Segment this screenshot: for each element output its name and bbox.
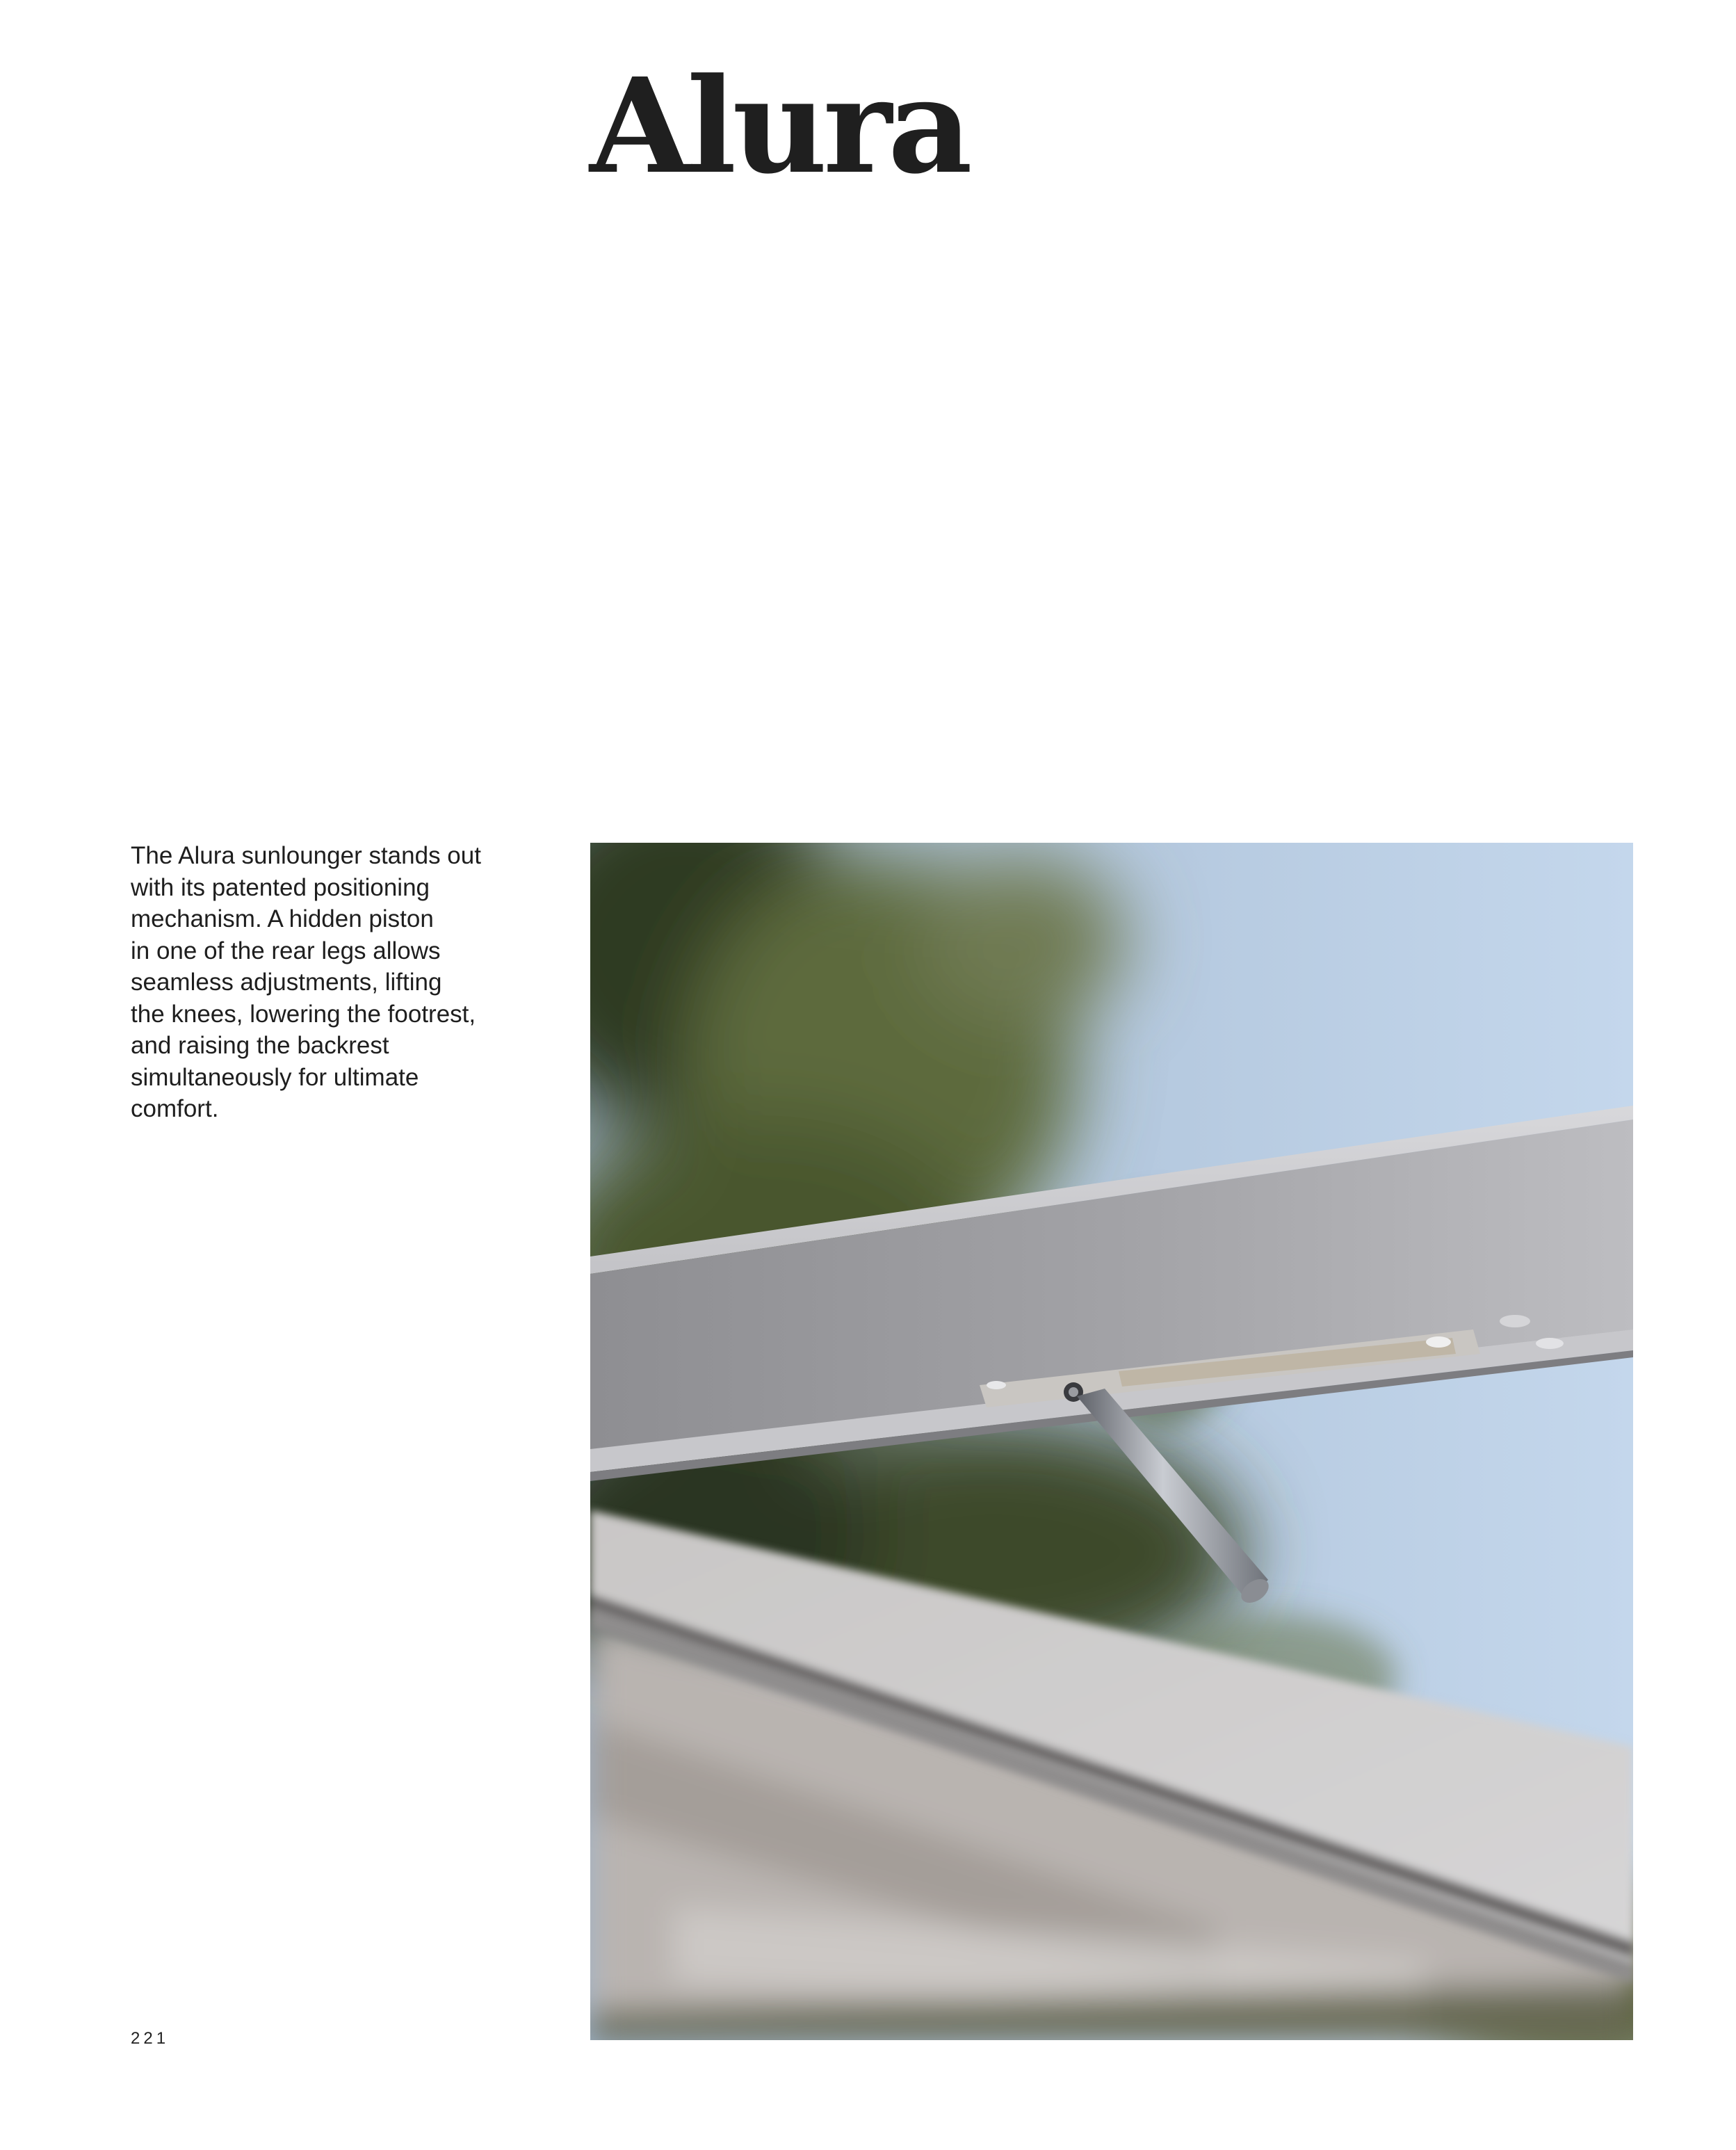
page-number: 221 [131,2029,170,2048]
product-description: The Alura sunlounger stands out with its patented positioning mechanism. A hidden piston in one of the rear legs allows seamless adjustments, lifting the knees, lowering the footrest, and raising the backrest simultaneously for ultimate comfort. [131,842,481,1122]
page-title: Alura [590,49,968,203]
product-photo [590,843,1633,2040]
